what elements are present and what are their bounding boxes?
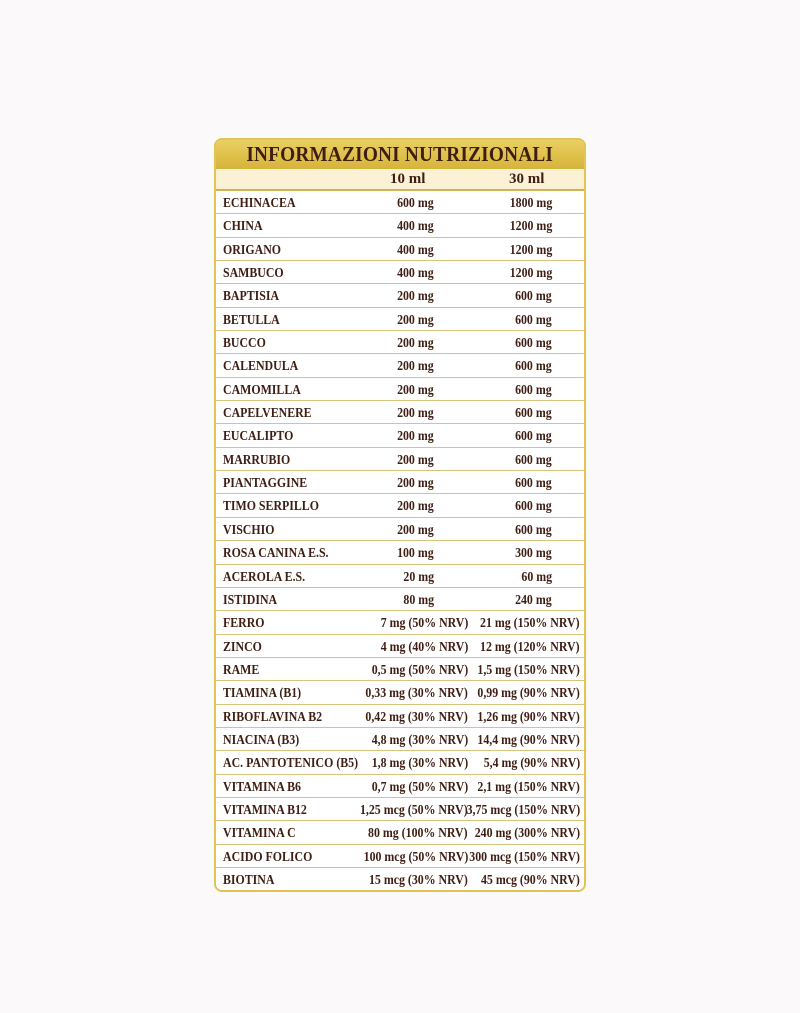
nutrient-amount-30ml: 45 mcg (90% NRV) [481,871,580,887]
nutrient-amount-30ml: 600 mg [515,475,552,491]
nutrient-amount-10ml: 7 mg (50% NRV) [380,615,468,631]
nutrient-name: CALENDULA [223,358,299,374]
nutrient-row [216,565,584,588]
nutrient-row [216,331,584,354]
nutrient-row [216,354,584,377]
nutrient-amount-10ml: 200 mg [397,288,434,304]
nutrient-row [216,448,584,471]
nutrient-row [216,378,584,401]
nutrient-row [216,308,584,331]
nutrient-name: ZINCO [223,638,262,654]
nutrient-amount-10ml: 400 mg [397,218,434,234]
nutrient-amount-30ml: 1,5 mg (150% NRV) [477,661,580,677]
nutrient-amount-10ml: 100 mg [397,545,434,561]
nutrient-row [216,798,584,821]
nutrient-row [216,261,584,284]
nutrient-amount-30ml: 240 mg (300% NRV) [474,825,580,841]
nutrient-row [216,681,584,704]
nutrient-row [216,728,584,751]
nutrient-row [216,424,584,447]
nutrient-name: ORIGANO [223,241,282,257]
nutrient-row [216,541,584,564]
nutrient-row [216,635,584,658]
nutrient-row [216,214,584,237]
nutrient-name: VISCHIO [223,521,275,537]
nutrient-amount-30ml: 1800 mg [509,195,552,210]
column-header-10ml: 10 ml [390,171,426,187]
nutrient-row [216,494,584,517]
nutrient-amount-10ml: 200 mg [397,428,434,444]
nutrient-name: MARRUBIO [223,451,291,467]
nutrient-amount-10ml: 0,7 mg (50% NRV) [371,778,468,794]
nutrient-amount-10ml: 80 mg [403,591,434,607]
nutrient-amount-10ml: 200 mg [397,405,434,421]
nutrient-amount-10ml: 4,8 mg (30% NRV) [371,731,468,747]
column-header-30ml: 30 ml [509,171,545,187]
nutrient-row [216,845,584,868]
nutrient-amount-30ml: 1,26 mg (90% NRV) [477,708,580,724]
nutrient-row [216,471,584,494]
nutrient-row [216,588,584,611]
nutrient-amount-30ml: 600 mg [515,405,552,421]
nutrient-name: TIMO SERPILLO [223,498,319,514]
nutrient-amount-10ml: 400 mg [397,265,434,281]
nutrient-amount-10ml: 200 mg [397,358,434,374]
nutrient-amount-30ml: 600 mg [515,288,552,304]
nutrient-amount-10ml: 100 mcg (50% NRV) [363,848,468,864]
nutrient-row [216,611,584,634]
nutrient-name: VITAMINA C [223,825,296,841]
nutrient-name: BETULLA [223,311,280,327]
column-header-row [216,169,584,191]
nutrient-table-body [216,191,584,891]
nutrient-amount-10ml: 1,25 mcg (50% NRV) [360,801,468,817]
nutrient-name: CAMOMILLA [223,381,301,397]
nutrient-amount-10ml: 4 mg (40% NRV) [380,638,468,654]
nutrient-amount-30ml: 600 mg [515,521,552,537]
nutrient-amount-30ml: 600 mg [515,451,552,467]
nutrient-row [216,238,584,261]
nutrient-row [216,284,584,307]
nutrient-name: VITAMINA B6 [223,778,301,794]
nutrient-name: VITAMINA B12 [223,801,307,817]
nutrient-amount-10ml: 0,5 mg (50% NRV) [371,661,468,677]
nutrient-name: BUCCO [223,335,266,351]
nutrient-row [216,658,584,681]
nutrient-amount-10ml: 200 mg [397,475,434,491]
nutrient-name: ACEROLA E.S. [223,568,306,584]
nutrition-facts-panel [214,138,586,892]
nutrient-amount-10ml: 15 mcg (30% NRV) [369,871,468,887]
nutrient-name: ECHINACEA [223,195,296,210]
nutrient-amount-30ml: 0,99 mg (90% NRV) [477,685,580,701]
nutrient-name: SAMBUCO [223,265,284,281]
nutrient-amount-30ml: 21 mg (150% NRV) [480,615,580,631]
nutrient-amount-30ml: 600 mg [515,335,552,351]
nutrient-amount-30ml: 600 mg [515,428,552,444]
nutrient-amount-30ml: 5,4 mg (90% NRV) [483,755,580,771]
title-bar [216,140,584,169]
nutrient-row [216,705,584,728]
nutrient-name: PIANTAGGINE [223,475,308,491]
nutrient-amount-10ml: 200 mg [397,498,434,514]
nutrient-row [216,518,584,541]
nutrient-amount-30ml: 60 mg [521,568,552,584]
nutrient-amount-10ml: 80 mg (100% NRV) [368,825,468,841]
nutrient-amount-10ml: 600 mg [397,195,434,210]
nutrient-amount-30ml: 14,4 mg (90% NRV) [477,731,580,747]
nutrient-row [216,191,584,214]
nutrient-amount-30ml: 2,1 mg (150% NRV) [477,778,580,794]
nutrient-amount-10ml: 400 mg [397,241,434,257]
nutrient-amount-10ml: 200 mg [397,521,434,537]
nutrient-amount-30ml: 600 mg [515,358,552,374]
nutrient-row [216,868,584,891]
nutrient-name: RAME [223,661,260,677]
nutrient-amount-30ml: 3,75 mcg (150% NRV) [466,801,580,817]
panel-title: INFORMAZIONI NUTRIZIONALI [246,142,554,166]
nutrient-name: CHINA [223,218,263,234]
nutrient-name: FERRO [223,615,265,631]
nutrient-row [216,775,584,798]
nutrient-amount-10ml: 0,42 mg (30% NRV) [365,708,468,724]
nutrient-amount-30ml: 600 mg [515,381,552,397]
nutrient-amount-10ml: 200 mg [397,335,434,351]
nutrient-amount-30ml: 12 mg (120% NRV) [480,638,580,654]
nutrient-name: BIOTINA [223,871,275,887]
nutrient-name: ROSA CANINA E.S. [223,545,329,561]
nutrient-amount-30ml: 240 mg [515,591,552,607]
nutrient-name: EUCALIPTO [223,428,294,444]
nutrient-amount-30ml: 600 mg [515,498,552,514]
nutrient-row [216,751,584,774]
nutrient-amount-10ml: 1,8 mg (30% NRV) [371,755,468,771]
nutrient-amount-30ml: 600 mg [515,311,552,327]
nutrient-amount-10ml: 200 mg [397,381,434,397]
nutrient-amount-10ml: 20 mg [403,568,434,584]
nutrient-amount-30ml: 300 mg [515,545,552,561]
nutrient-name: TIAMINA (B1) [223,685,302,701]
nutrient-name: RIBOFLAVINA B2 [223,708,323,724]
nutrient-amount-30ml: 1200 mg [509,265,552,281]
nutrient-amount-30ml: 1200 mg [509,241,552,257]
nutrient-name: BAPTISIA [223,288,280,304]
nutrient-name: CAPELVENERE [223,405,312,421]
nutrient-amount-10ml: 0,33 mg (30% NRV) [365,685,468,701]
nutrient-amount-10ml: 200 mg [397,311,434,327]
nutrient-name: ISTIDINA [223,591,278,607]
nutrient-amount-30ml: 1200 mg [509,218,552,234]
nutrient-name: ACIDO FOLICO [223,848,313,864]
nutrient-row [216,401,584,424]
nutrient-amount-30ml: 300 mcg (150% NRV) [469,848,580,864]
nutrient-name: NIACINA (B3) [223,731,300,747]
nutrient-amount-10ml: 200 mg [397,451,434,467]
nutrient-row [216,821,584,844]
nutrient-name: AC. PANTOTENICO (B5) [223,755,359,771]
